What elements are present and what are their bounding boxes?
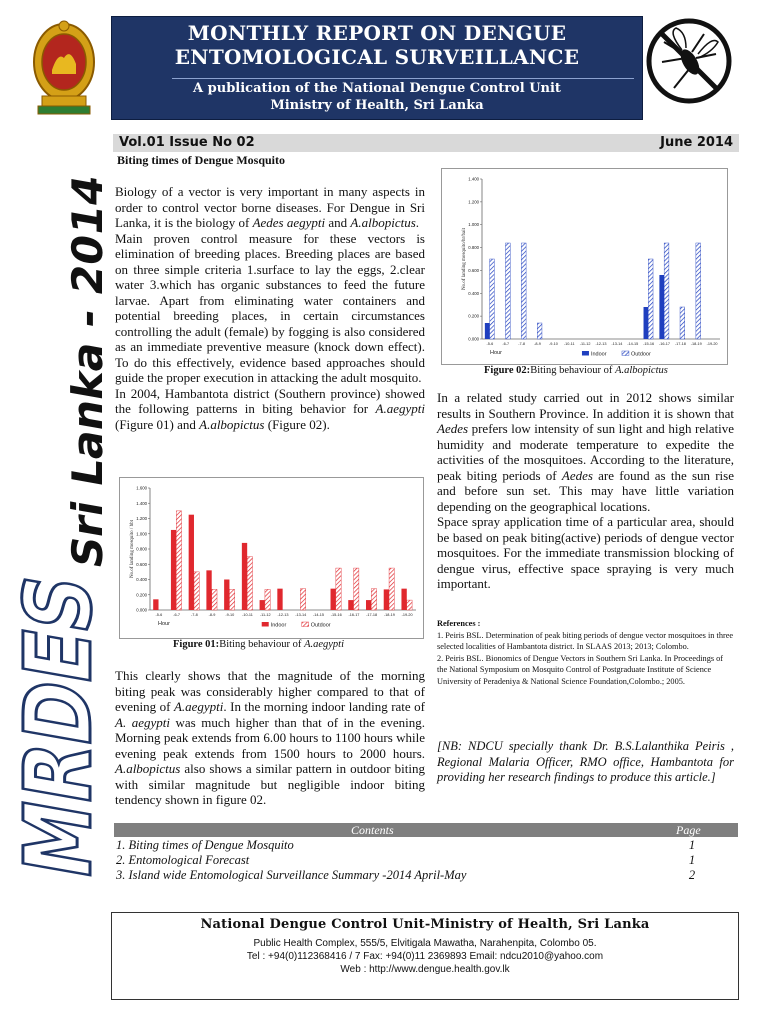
text: . In the morning indoor landing rate of xyxy=(223,699,425,714)
bar-outdoor xyxy=(176,511,181,610)
bar-indoor xyxy=(485,323,490,339)
contents-title: Contents xyxy=(351,823,394,837)
bar-outdoor xyxy=(648,259,653,339)
toc-item-page: 1 xyxy=(688,838,696,852)
y-tick-label: 0.600 xyxy=(468,267,479,273)
y-axis-label: No.of landing mosquito / hbt xyxy=(130,520,135,578)
bar-outdoor xyxy=(505,243,510,339)
paragraph-1 xyxy=(115,184,425,231)
masthead xyxy=(111,16,643,120)
legend-label-indoor: Indoor xyxy=(270,622,287,629)
x-tick-label: -19-20 xyxy=(706,342,718,346)
x-tick-label: -9-10 xyxy=(548,342,558,346)
bar-outdoor xyxy=(664,243,669,339)
paragraph-r2: Space spray application time of a particular area, should be based on peak biting(active) periods of dengue vector mosquitoes. For the immediate transmission blocking of dengue virus, effective space spraying is very much important. xyxy=(437,514,734,591)
y-tick-label: 0.200 xyxy=(468,313,479,319)
x-tick-label: -13-14 xyxy=(295,613,307,617)
y-tick-label: 1.000 xyxy=(136,531,147,537)
legend-swatch-indoor xyxy=(582,351,589,356)
x-tick-label: -15-16 xyxy=(643,342,655,346)
footer-address: Public Health Complex, 555/5, Elvitigala Mawatha, Narahenpita, Colombo 05. xyxy=(253,938,597,949)
paragraph-r1 xyxy=(437,390,734,514)
toc-item[interactable] xyxy=(116,838,696,853)
x-tick-label: -6-7 xyxy=(173,613,180,617)
contents-header xyxy=(114,823,738,837)
toc-item[interactable] xyxy=(116,868,696,883)
bar-indoor xyxy=(224,580,229,611)
species-name: A.albopictus xyxy=(350,215,416,230)
title-line-2: ENTOMOLOGICAL SURVEILLANCE xyxy=(174,45,580,69)
reference-2: 2. Peiris BSL. Bionomics of Dengue Vectors in Southern Sri Lanka. In Proceedings of the National Symposium on Mosquito Control of Postgraduate Institute of Science University of Peradeniya & National Science Foundation,Colombo.; 2005. xyxy=(437,653,724,686)
figure-1-caption xyxy=(173,639,344,651)
bar-indoor xyxy=(384,589,389,610)
bar-indoor xyxy=(401,589,406,610)
caption-label: Figure 02: xyxy=(484,365,531,376)
x-tick-label: -7-8 xyxy=(518,342,526,346)
left-column-top xyxy=(115,184,425,432)
references xyxy=(437,618,735,687)
footer xyxy=(111,912,739,1000)
side-title-big: MRDES xyxy=(4,499,112,886)
bar-outdoor xyxy=(247,557,252,610)
species-name: A. aegypti xyxy=(115,714,170,730)
bar-outdoor xyxy=(229,589,234,610)
x-tick-label: -10-11 xyxy=(242,613,253,617)
text: In a related study carried out in 2012 shows similar results in Southern Province. In addition it is shown that xyxy=(437,390,734,421)
bar-outdoor xyxy=(265,589,270,610)
bar-indoor xyxy=(189,515,194,610)
legend-label-indoor: Indoor xyxy=(590,351,607,358)
x-tick-label: -18-19 xyxy=(690,342,702,346)
toc-item[interactable] xyxy=(116,853,696,868)
bar-outdoor xyxy=(521,243,526,339)
y-tick-label: 1.200 xyxy=(136,516,147,521)
species-name: Aedes aegypti xyxy=(252,215,326,230)
x-tick-label: -8-9 xyxy=(208,613,216,617)
y-tick-label: 0.800 xyxy=(468,245,479,251)
text: Biology of a vector is very important in many aspects in order to control vector borne diseases. For Dengue in Sri Lanka, it is the biology of xyxy=(115,184,425,230)
subtitle-line-1: A publication of the National Dengue Control Unit xyxy=(193,81,561,96)
bar-indoor xyxy=(277,589,282,610)
title-line-1: MONTHLY REPORT ON DENGUE xyxy=(187,21,567,45)
x-axis-label: Hour xyxy=(158,621,170,627)
x-tick-label: -11-12 xyxy=(579,342,591,346)
x-tick-label: -9-10 xyxy=(225,613,235,617)
contents-page-label: Page xyxy=(676,823,701,837)
x-tick-label: -16-17 xyxy=(348,613,360,617)
bar-indoor xyxy=(242,543,247,610)
bar-indoor xyxy=(260,600,265,610)
x-tick-label: -14-15 xyxy=(312,613,324,617)
footer-contact: Tel : +94(0)112368416 / 7 Fax: +94(0)11 2369893 Email: ndcu2010@yahoo.com xyxy=(246,951,604,962)
figure-1-chart xyxy=(119,477,424,639)
legend-label-outdoor: Outdoor xyxy=(630,351,651,358)
text: are found as the sun rise and before sun set. This may have little variation depending on the geographical locations. xyxy=(437,467,734,514)
caption-species: A.aegypti xyxy=(304,639,345,650)
text: (Figure 01) and xyxy=(115,416,200,432)
text: and xyxy=(325,215,351,230)
y-tick-label: 1.200 xyxy=(468,199,479,205)
x-tick-label: -19-20 xyxy=(401,613,413,617)
acknowledgement-note: [NB: NDCU specially thank Dr. B.S.Lalanthika Peiris , Regional Malaria Officer, RMO office, Hambantota for providing her research findings to produce this article.] xyxy=(437,739,734,784)
x-tick-label: -7-8 xyxy=(190,613,198,617)
x-tick-label: -13-14 xyxy=(611,342,623,346)
x-tick-label: -12-13 xyxy=(595,342,607,346)
y-tick-label: 0.000 xyxy=(136,607,147,613)
issue-bar xyxy=(113,134,739,152)
left-column-bottom xyxy=(115,668,425,808)
x-tick-label: -14-15 xyxy=(627,342,639,346)
bar-outdoor xyxy=(680,307,685,339)
x-tick-label: -5-6 xyxy=(486,342,494,346)
x-tick-label: -12-13 xyxy=(277,613,289,617)
right-column-text xyxy=(437,390,734,592)
bar-outdoor xyxy=(336,568,341,610)
legend-label-outdoor: Outdoor xyxy=(310,622,331,629)
bar-outdoor xyxy=(371,589,376,610)
article-heading: Biting times of Dengue Mosquito xyxy=(117,153,285,167)
bar-indoor xyxy=(366,600,371,610)
y-tick-label: 1.400 xyxy=(468,176,479,182)
species-name: A.albopictus xyxy=(199,416,265,432)
x-tick-label: -10-11 xyxy=(563,342,575,346)
toc-item-label: 3. Island wide Entomological Surveillance Summary -2014 April-May xyxy=(116,868,467,882)
caption-text: Biting behaviour of xyxy=(219,639,305,650)
caption-species: A.albopictus xyxy=(615,365,668,376)
side-title-small: Sri Lanka - 2014 xyxy=(63,178,112,572)
legend-swatch-outdoor xyxy=(622,351,629,356)
bar-outdoor xyxy=(194,572,199,610)
header-divider xyxy=(172,78,634,79)
x-tick-label: -8-9 xyxy=(534,342,541,346)
y-tick-label: 1.600 xyxy=(136,485,147,491)
references-heading: References : xyxy=(437,619,481,628)
x-tick-label: -15-16 xyxy=(330,613,342,617)
genus-name: Aedes xyxy=(437,421,469,436)
paragraph-4 xyxy=(115,668,425,808)
footer-web[interactable]: Web : http://www.dengue.health.gov.lk xyxy=(340,964,510,975)
species-name: A.aegypti xyxy=(173,699,224,714)
footer-title: National Dengue Control Unit-Ministry of Health, Sri Lanka xyxy=(200,917,650,932)
y-tick-label: 0.400 xyxy=(136,577,147,582)
species-name: A.aegypti xyxy=(375,401,425,416)
y-tick-label: 0.400 xyxy=(468,290,479,296)
figure-2-caption xyxy=(484,365,668,377)
bar-outdoor xyxy=(300,589,305,610)
x-tick-label: -18-19 xyxy=(383,613,395,617)
text: was much higher than that of in the evening. Morning peak extends from 6.00 hours to 1100 hours while evening peak extends from 1500 hours to 2000 hours. xyxy=(115,714,425,761)
no-mosquito-logo xyxy=(646,18,732,104)
bar-indoor xyxy=(644,307,649,339)
caption-text: Biting behaviour of xyxy=(530,365,616,376)
y-tick-label: 0.000 xyxy=(468,336,479,342)
bar-indoor xyxy=(171,530,176,610)
issue-volume: Vol.01 Issue No 02 xyxy=(119,135,255,150)
subtitle-line-2: Ministry of Health, Sri Lanka xyxy=(270,98,484,113)
bar-outdoor xyxy=(389,568,394,610)
text: . xyxy=(415,215,420,230)
bar-indoor xyxy=(206,570,211,610)
sri-lanka-emblem xyxy=(30,12,98,120)
x-tick-label: -6-7 xyxy=(502,342,510,346)
bar-outdoor xyxy=(696,243,701,339)
x-tick-label: -5-6 xyxy=(155,613,163,617)
bar-outdoor xyxy=(354,568,359,610)
text: In 2004, Hambantota district (Southern province) showed the following patterns in biting behavior for xyxy=(115,385,425,416)
x-tick-label: -17-18 xyxy=(366,613,378,617)
bar-outdoor xyxy=(537,323,542,339)
legend-swatch-outdoor xyxy=(302,622,309,627)
y-tick-label: 0.800 xyxy=(136,546,147,552)
bar-outdoor xyxy=(490,259,495,339)
issue-date: June 2014 xyxy=(660,135,733,150)
bar-indoor xyxy=(331,589,336,610)
toc-item-page: 1 xyxy=(688,853,696,867)
paragraph-2: Main proven control measure for these vectors is elimination of breeding places. Breeding places are based on three simple criteria 1.surface to lay the eggs, 2.clear water 3.which has organic substances to feed the future larvae. Apart from eliminating water containers and potential breeding places, in certain circumstances controlling the adult (female) by fogging is also considered as an immediate preventive measure (knock down effect). To do this effectively, evidence based approaches should guide the proper execution in attacking the adult mosquito. xyxy=(115,230,425,385)
bar-indoor xyxy=(348,600,353,610)
bar-outdoor xyxy=(407,600,412,610)
x-tick-label: -11-12 xyxy=(259,613,271,617)
bar-indoor xyxy=(659,275,664,339)
species-name: A.albopictus xyxy=(115,761,181,776)
y-tick-label: 1.000 xyxy=(468,222,479,228)
y-tick-label: 0.200 xyxy=(136,592,147,598)
text: prefers low intensity of sun light and high relative humidity and moderate temperature to expedite the activities of the mosquitoes. According to the literature, peak biting periods of xyxy=(437,421,734,483)
genus-name: Aedes xyxy=(561,467,593,483)
bar-indoor xyxy=(153,599,158,610)
toc-item-label: 1. Biting times of Dengue Mosquito xyxy=(116,838,294,852)
y-axis-label: No.of landing mosquito/hr/bait xyxy=(462,227,467,291)
toc-item-page: 2 xyxy=(688,868,696,882)
toc-item-label: 2. Entomological Forecast xyxy=(116,853,250,867)
text: (Figure 02). xyxy=(264,416,330,432)
x-axis-label: Hour xyxy=(490,350,502,356)
reference-1: 1. Peiris BSL. Determination of peak biting periods of dengue vector mosquitoes in three selected localities of Hambantota district. In SLAAS 2013; 2013; Colombo. xyxy=(437,630,734,651)
text: also shows a similar pattern in outdoor biting with similar magnitude but negligible indoor biting tendency shown in figure 02. xyxy=(115,761,425,807)
caption-label: Figure 01: xyxy=(173,639,220,650)
figure-2-chart xyxy=(441,168,728,365)
paragraph-3 xyxy=(115,386,425,433)
legend-swatch-indoor xyxy=(262,622,269,627)
y-tick-label: 0.600 xyxy=(136,561,147,567)
x-tick-label: -17-18 xyxy=(674,342,686,346)
x-tick-label: -16-17 xyxy=(658,342,670,346)
bar-outdoor xyxy=(212,589,217,610)
y-tick-label: 1.400 xyxy=(136,500,147,506)
side-title xyxy=(4,170,112,890)
text: This clearly shows that the magnitude of the morning biting peak was considerably higher compared to that of evening of xyxy=(115,668,425,714)
publication-subtitle xyxy=(112,80,642,114)
report-title xyxy=(112,21,642,69)
